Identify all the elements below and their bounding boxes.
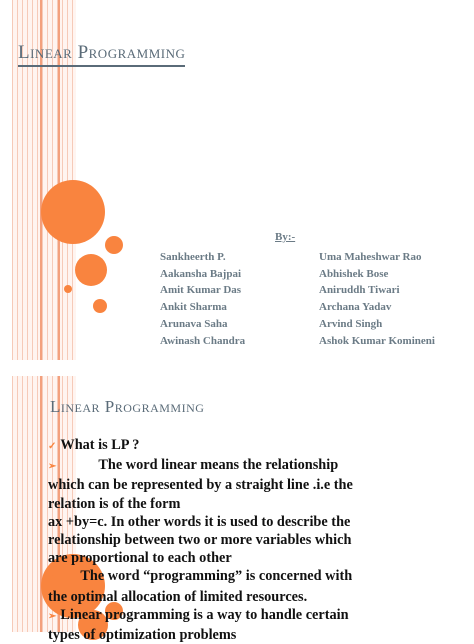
slide-title: Linear Programming (18, 42, 185, 67)
text-line: relation is of the form (48, 495, 181, 512)
bullet-item (48, 606, 458, 626)
slide-body (48, 436, 458, 644)
text-line: the optimal allocation of limited resources. (48, 588, 308, 605)
bullet-text: What is LP ? (60, 437, 140, 453)
bullet-text: The word “programming” is concerned with (80, 568, 353, 585)
decorative-circle-small (93, 299, 107, 313)
author-name: Arvind Singh (319, 317, 383, 330)
bullet-item (48, 436, 458, 456)
arrow-bullet-icon: ➢ (48, 572, 57, 584)
decorative-circle-large (41, 180, 105, 244)
arrow-bullet-icon: ➢ (48, 461, 57, 473)
content-slide (0, 376, 474, 644)
bullet-text: The word linear means the relationship (98, 457, 339, 474)
text-line: ax +by=c. In other words it is used to describe the (48, 513, 351, 530)
text-line: which can be represented by a straight line .i.e the (48, 477, 353, 494)
slide-separator (0, 360, 474, 376)
text-line: relationship between two or more variables which (48, 532, 352, 549)
author-name: Ashok Kumar Komineni (319, 334, 435, 347)
by-label: By:- (275, 231, 296, 243)
author-name: Sankheerth P. (160, 251, 226, 263)
bullet-item (48, 456, 458, 476)
decorative-circle-tiny (64, 285, 72, 293)
author-name: Ankit Sharma (160, 301, 227, 314)
author-name: Abhishek Bose (319, 267, 389, 280)
author-name: Awinash Chandra (160, 334, 246, 347)
author-name: Uma Maheshwar Rao (319, 251, 422, 263)
check-bullet-icon: ✓ (48, 441, 57, 452)
author-list-left (160, 249, 245, 349)
author-name: Arunava Saha (160, 317, 228, 330)
author-list-right (319, 249, 435, 349)
bullet-item (48, 567, 458, 587)
author-name: Aakansha Bajpai (160, 267, 242, 280)
author-name: Archana Yadav (319, 301, 392, 314)
slide-title: Linear Programming (50, 397, 205, 416)
arrow-bullet-icon: ➢ (48, 610, 57, 622)
author-name: Amit Kumar Das (160, 284, 242, 297)
bullet-text: Linear programming is a way to handle certain (60, 606, 349, 623)
text-line: are proportional to each other (48, 550, 232, 567)
decorative-circle-medium (75, 254, 107, 286)
text-line: types of optimization problems (48, 627, 237, 644)
author-name: Aniruddh Tiwari (319, 284, 400, 297)
decorative-circle-small (105, 236, 123, 254)
